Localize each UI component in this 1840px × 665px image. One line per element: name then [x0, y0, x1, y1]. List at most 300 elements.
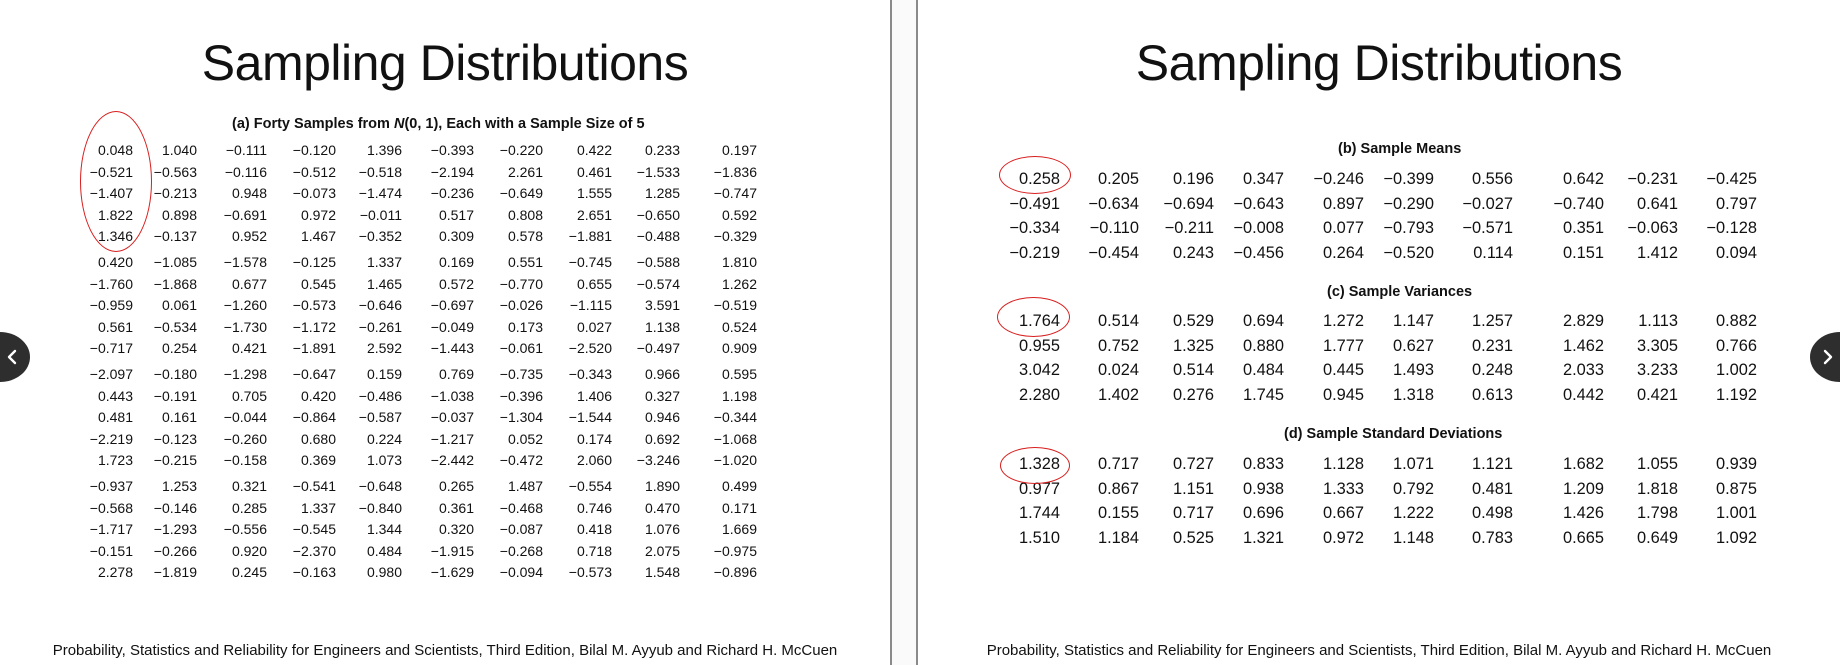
- table-cell: −0.554: [568, 477, 612, 494]
- table-cell: −0.268: [499, 542, 543, 559]
- table-cell: 1.328: [1018, 455, 1060, 473]
- table-cell: −0.454: [1088, 244, 1139, 263]
- table-cell: −0.425: [1706, 170, 1757, 188]
- table-cell: 2.261: [507, 163, 543, 180]
- table-cell: −1.407: [89, 185, 133, 202]
- table-row: [0, 431, 890, 453]
- table-cell: −0.896: [713, 564, 757, 581]
- table-cell: 0.792: [1392, 479, 1434, 498]
- highlight-circle: [1000, 447, 1070, 484]
- table-cell: −0.568: [89, 499, 133, 516]
- table-cell: −1.298: [223, 365, 267, 382]
- slide-footer: Probability, Statistics and Reliability for Engineers and Scientists, Third Edition, Bilal M. Ayyub and Richard H. McCuen: [986, 642, 1772, 659]
- table-cell: −0.329: [713, 228, 757, 245]
- table-cell: −0.137: [153, 228, 197, 245]
- table-cell: −0.396: [499, 387, 543, 404]
- table-cell: −0.521: [89, 163, 133, 180]
- table-cell: −0.563: [153, 163, 197, 180]
- table-cell: −0.180: [153, 365, 197, 382]
- table-cell: 1.402: [1097, 386, 1139, 405]
- table-cell: 1.209: [1562, 479, 1604, 498]
- table-cell: −1.068: [713, 430, 757, 447]
- table-cell: −0.541: [292, 477, 336, 494]
- table-cell: 0.174: [576, 430, 612, 447]
- table-cell: 1.272: [1322, 312, 1364, 330]
- table-cell: 0.420: [300, 387, 336, 404]
- table-cell: 1.128: [1322, 455, 1364, 473]
- table-cell: 1.151: [1172, 479, 1214, 498]
- table-cell: −0.747: [713, 185, 757, 202]
- table-cell: 0.875: [1715, 479, 1757, 498]
- table-cell: 0.421: [231, 340, 267, 357]
- table-cell: 1.396: [366, 142, 402, 158]
- table-cell: −0.472: [499, 452, 543, 469]
- table-cell: 0.939: [1715, 455, 1757, 473]
- table-cell: −0.937: [89, 477, 133, 494]
- table-cell: −0.573: [292, 297, 336, 314]
- table-cell: 1.002: [1715, 361, 1757, 380]
- table-cell: −1.836: [713, 163, 757, 180]
- table-cell: −0.650: [636, 206, 680, 223]
- table-cell: 3.233: [1636, 361, 1678, 380]
- table-cell: 1.744: [1018, 504, 1060, 523]
- table-cell: 1.333: [1322, 479, 1364, 498]
- table-row: [0, 297, 890, 319]
- table-cell: 0.955: [1018, 336, 1060, 355]
- table-cell: −0.643: [1233, 194, 1284, 213]
- table-row: [0, 478, 890, 500]
- table-cell: −0.649: [499, 185, 543, 202]
- table-cell: −0.261: [358, 318, 402, 335]
- table-cell: 0.655: [576, 275, 612, 292]
- std-devs-caption: (d) Sample Standard Deviations: [1284, 426, 1503, 442]
- table-cell: −0.545: [292, 521, 336, 538]
- table-cell: 1.321: [1242, 529, 1284, 548]
- table-cell: 0.898: [161, 206, 197, 223]
- table-cell: 1.745: [1242, 386, 1284, 405]
- table-cell: 0.909: [721, 340, 757, 357]
- table-caption: (a) Forty Samples from N(0, 1), Each with a Sample Size of 5: [232, 116, 645, 132]
- table-cell: −1.629: [430, 564, 474, 581]
- table-cell: −0.840: [358, 499, 402, 516]
- table-cell: −0.073: [292, 185, 336, 202]
- table-cell: 1.510: [1018, 529, 1060, 548]
- table-cell: 1.467: [300, 228, 336, 245]
- table-cell: 1.337: [300, 499, 336, 516]
- table-cell: −0.468: [499, 499, 543, 516]
- table-cell: −1.217: [430, 430, 474, 447]
- table-cell: 0.481: [97, 409, 133, 426]
- table-cell: −0.027: [1462, 194, 1513, 213]
- table-cell: −0.519: [713, 297, 757, 314]
- table-cell: −0.647: [292, 365, 336, 382]
- table-cell: 1.262: [721, 275, 757, 292]
- table-cell: 0.867: [1097, 479, 1139, 498]
- table-cell: −0.745: [568, 253, 612, 270]
- table-cell: 0.347: [1242, 170, 1284, 188]
- table-cell: −0.290: [1383, 194, 1434, 213]
- table-cell: 0.551: [507, 253, 543, 270]
- table-cell: −1.915: [430, 542, 474, 559]
- table-cell: −1.730: [223, 318, 267, 335]
- table-cell: −0.556: [223, 521, 267, 538]
- table-cell: 1.113: [1638, 312, 1678, 330]
- table-row: [0, 452, 890, 474]
- table-cell: −0.634: [1088, 194, 1139, 213]
- table-cell: 0.752: [1097, 336, 1139, 355]
- table-cell: 0.233: [644, 142, 680, 158]
- table-cell: 0.641: [1636, 194, 1678, 213]
- table-cell: 0.481: [1471, 479, 1513, 498]
- table-cell: 0.692: [644, 430, 680, 447]
- table-cell: 0.578: [507, 228, 543, 245]
- table-cell: 1.764: [1018, 312, 1060, 330]
- table-cell: 1.493: [1392, 361, 1434, 380]
- table-cell: 0.833: [1242, 455, 1284, 473]
- table-cell: 2.592: [366, 340, 402, 357]
- table-cell: −2.442: [430, 452, 474, 469]
- table-row: [0, 276, 890, 298]
- table-row: [918, 504, 1840, 529]
- table-cell: −0.037: [430, 409, 474, 426]
- table-row: [0, 388, 890, 410]
- table-cell: 0.880: [1242, 336, 1284, 355]
- table-cell: 0.151: [1562, 244, 1604, 263]
- table-cell: 1.798: [1636, 504, 1678, 523]
- table-cell: −0.534: [153, 318, 197, 335]
- highlight-circle: [999, 156, 1071, 194]
- table-cell: 0.077: [1322, 219, 1364, 238]
- table-cell: −0.146: [153, 499, 197, 516]
- table-row: [0, 254, 890, 276]
- table-cell: −1.881: [568, 228, 612, 245]
- table-cell: 1.465: [366, 275, 402, 292]
- table-cell: 1.001: [1715, 504, 1757, 523]
- table-cell: −0.486: [358, 387, 402, 404]
- table-cell: 0.264: [1322, 244, 1364, 263]
- slide-gutter: [892, 0, 916, 665]
- table-cell: 0.461: [576, 163, 612, 180]
- table-row: [0, 543, 890, 565]
- table-cell: −0.049: [430, 318, 474, 335]
- table-cell: −0.260: [223, 430, 267, 447]
- table-cell: 0.938: [1242, 479, 1284, 498]
- table-cell: 0.484: [1242, 361, 1284, 380]
- table-cell: −1.172: [292, 318, 336, 335]
- table-cell: −0.011: [359, 206, 402, 223]
- table-cell: 0.783: [1471, 529, 1513, 548]
- table-cell: 0.094: [1715, 244, 1757, 263]
- table-cell: 1.040: [161, 142, 197, 158]
- table-cell: 1.285: [644, 185, 680, 202]
- table-cell: 0.320: [438, 521, 474, 538]
- table-cell: −0.213: [153, 185, 197, 202]
- table-cell: 1.344: [366, 521, 402, 538]
- table-cell: −0.236: [430, 185, 474, 202]
- table-cell: 0.808: [507, 206, 543, 223]
- table-cell: 0.361: [438, 499, 474, 516]
- table-cell: 1.325: [1172, 336, 1214, 355]
- table-cell: 0.972: [1322, 529, 1364, 548]
- table-cell: −0.588: [636, 253, 680, 270]
- table-cell: 0.945: [1322, 386, 1364, 405]
- table-cell: −0.399: [1383, 170, 1434, 188]
- table-cell: 1.487: [507, 477, 543, 494]
- table-row: [918, 219, 1840, 244]
- table-row: [0, 500, 890, 522]
- table-cell: 0.276: [1172, 386, 1214, 405]
- table-row: [918, 244, 1840, 269]
- table-cell: 2.829: [1562, 312, 1604, 330]
- table-cell: 1.121: [1471, 455, 1513, 473]
- highlight-circle: [997, 297, 1070, 337]
- table-row: [918, 337, 1840, 362]
- table-cell: −2.520: [568, 340, 612, 357]
- table-cell: 0.718: [576, 542, 612, 559]
- table-cell: 0.048: [97, 142, 133, 158]
- table-cell: 0.677: [231, 275, 267, 292]
- table-cell: −0.648: [358, 477, 402, 494]
- table-cell: 0.169: [438, 253, 474, 270]
- table-cell: 1.076: [644, 521, 680, 538]
- table-cell: 0.665: [1562, 529, 1604, 548]
- table-cell: 0.680: [300, 430, 336, 447]
- table-cell: −0.518: [358, 163, 402, 180]
- table-cell: 0.746: [576, 499, 612, 516]
- table-cell: −0.491: [1009, 194, 1060, 213]
- table-cell: 0.882: [1715, 312, 1757, 330]
- table-row: [0, 366, 890, 388]
- table-cell: −0.793: [1383, 219, 1434, 238]
- table-cell: −1.891: [292, 340, 336, 357]
- table-cell: 1.138: [644, 318, 680, 335]
- table-cell: 1.222: [1392, 504, 1434, 523]
- table-cell: −0.343: [568, 365, 612, 382]
- table-cell: 1.822: [97, 206, 133, 223]
- table-cell: 0.498: [1471, 504, 1513, 523]
- table-cell: 0.254: [161, 340, 197, 357]
- table-cell: −0.128: [1706, 219, 1757, 238]
- table-cell: −0.246: [1313, 170, 1364, 188]
- table-cell: 1.073: [366, 452, 402, 469]
- table-cell: −0.697: [430, 297, 474, 314]
- table-cell: −0.026: [499, 297, 543, 314]
- table-cell: 0.197: [721, 142, 757, 158]
- table-cell: −0.352: [358, 228, 402, 245]
- table-cell: −0.266: [153, 542, 197, 559]
- table-cell: 0.155: [1097, 504, 1139, 523]
- table-cell: −0.110: [1089, 219, 1139, 238]
- table-cell: 0.572: [438, 275, 474, 292]
- chevron-right-icon: [1818, 348, 1836, 366]
- table-cell: 0.627: [1392, 336, 1434, 355]
- table-cell: 1.669: [721, 521, 757, 538]
- table-cell: −1.474: [358, 185, 402, 202]
- table-cell: 1.548: [644, 564, 680, 581]
- table-cell: 1.462: [1562, 336, 1604, 355]
- table-cell: 0.595: [721, 365, 757, 382]
- table-cell: 0.613: [1471, 386, 1513, 405]
- table-cell: 0.529: [1172, 312, 1214, 330]
- table-cell: −0.344: [713, 409, 757, 426]
- table-cell: −0.691: [223, 206, 267, 223]
- table-cell: 0.977: [1018, 479, 1060, 498]
- table-cell: −0.044: [223, 409, 267, 426]
- table-cell: 0.470: [644, 499, 680, 516]
- table-row: [918, 195, 1840, 220]
- table-cell: −0.717: [89, 340, 133, 357]
- table-cell: −1.578: [223, 253, 267, 270]
- table-cell: −0.740: [1553, 194, 1604, 213]
- table-cell: 0.556: [1471, 170, 1513, 188]
- table-cell: −1.260: [223, 297, 267, 314]
- table-cell: −0.191: [153, 387, 197, 404]
- table-row: [0, 340, 890, 362]
- table-cell: −0.151: [89, 542, 133, 559]
- table-cell: −0.334: [1009, 219, 1060, 238]
- table-cell: 0.245: [231, 564, 267, 581]
- table-cell: −0.512: [292, 163, 336, 180]
- table-cell: 0.972: [300, 206, 336, 223]
- table-cell: 0.420: [97, 253, 133, 270]
- table-cell: 1.810: [721, 253, 757, 270]
- table-cell: 1.257: [1471, 312, 1513, 330]
- table-cell: 1.148: [1392, 529, 1434, 548]
- table-cell: −0.520: [1383, 244, 1434, 263]
- table-cell: −0.959: [89, 297, 133, 314]
- table-cell: −0.063: [1627, 219, 1678, 238]
- table-row: [918, 529, 1840, 554]
- table-cell: −0.573: [568, 564, 612, 581]
- table-cell: 0.545: [300, 275, 336, 292]
- table-cell: −0.770: [499, 275, 543, 292]
- table-cell: −0.694: [1163, 194, 1214, 213]
- slide-title: Sampling Distributions: [201, 35, 689, 91]
- table-cell: 0.159: [366, 365, 402, 382]
- table-cell: 0.445: [1322, 361, 1364, 380]
- table-row: [918, 386, 1840, 411]
- table-cell: −1.293: [153, 521, 197, 538]
- table-cell: 0.027: [576, 318, 612, 335]
- table-cell: 1.071: [1392, 455, 1434, 473]
- table-cell: −2.219: [89, 430, 133, 447]
- table-cell: 2.651: [576, 206, 612, 223]
- table-cell: 0.952: [231, 228, 267, 245]
- table-cell: 0.694: [1242, 312, 1284, 330]
- table-cell: 0.309: [438, 228, 474, 245]
- table-cell: 0.161: [161, 409, 197, 426]
- table-cell: −0.061: [499, 340, 543, 357]
- table-cell: 2.075: [644, 542, 680, 559]
- table-row: [918, 361, 1840, 386]
- table-cell: 1.184: [1097, 529, 1139, 548]
- table-cell: 0.248: [1471, 361, 1513, 380]
- table-cell: 0.592: [721, 206, 757, 223]
- table-cell: 3.042: [1018, 361, 1060, 380]
- table-cell: −0.123: [153, 430, 197, 447]
- table-cell: 0.422: [576, 142, 612, 158]
- table-cell: −0.587: [358, 409, 402, 426]
- table-cell: 2.033: [1562, 361, 1604, 380]
- highlight-circle: [80, 111, 152, 252]
- table-cell: 3.591: [644, 297, 680, 314]
- table-cell: 0.171: [721, 499, 757, 516]
- table-cell: 0.561: [97, 318, 133, 335]
- table-cell: −0.571: [1462, 219, 1513, 238]
- table-cell: 0.442: [1562, 386, 1604, 405]
- table-cell: −0.497: [636, 340, 680, 357]
- table-cell: −0.220: [499, 142, 543, 158]
- table-cell: −1.533: [636, 163, 680, 180]
- table-cell: 0.499: [721, 477, 757, 494]
- table-cell: −0.215: [153, 452, 197, 469]
- table-cell: −0.456: [1233, 244, 1284, 263]
- table-cell: 1.318: [1392, 386, 1434, 405]
- table-cell: −0.864: [292, 409, 336, 426]
- table-cell: −0.158: [223, 452, 267, 469]
- table-cell: 0.766: [1715, 336, 1757, 355]
- table-cell: 0.173: [507, 318, 543, 335]
- table-cell: −1.868: [153, 275, 197, 292]
- table-cell: 0.024: [1097, 361, 1139, 380]
- table-cell: 0.418: [576, 521, 612, 538]
- table-cell: 0.421: [1636, 386, 1678, 405]
- table-row: [0, 319, 890, 341]
- table-cell: 0.705: [231, 387, 267, 404]
- table-cell: 1.555: [576, 185, 612, 202]
- table-cell: 0.114: [1473, 244, 1513, 263]
- table-cell: 0.946: [644, 409, 680, 426]
- table-cell: −1.085: [153, 253, 197, 270]
- table-cell: −0.231: [1627, 170, 1678, 188]
- table-cell: −0.574: [636, 275, 680, 292]
- table-cell: 1.723: [97, 452, 133, 469]
- table-cell: 0.696: [1242, 504, 1284, 523]
- table-cell: 1.337: [366, 253, 402, 270]
- table-cell: 0.351: [1562, 219, 1604, 238]
- table-cell: −0.008: [1233, 219, 1284, 238]
- table-cell: −0.116: [224, 163, 267, 180]
- table-cell: 1.426: [1562, 504, 1604, 523]
- table-cell: 1.777: [1322, 336, 1364, 355]
- table-cell: −2.194: [430, 163, 474, 180]
- table-cell: −0.646: [358, 297, 402, 314]
- table-cell: 1.253: [161, 477, 197, 494]
- table-row: [918, 480, 1840, 505]
- table-cell: −2.370: [292, 542, 336, 559]
- table-cell: −0.125: [292, 253, 336, 270]
- slide-left: [0, 0, 890, 665]
- chevron-left-icon: [4, 348, 22, 366]
- table-cell: 0.514: [1097, 312, 1139, 330]
- table-cell: 1.890: [644, 477, 680, 494]
- table-cell: −1.020: [713, 452, 757, 469]
- table-cell: 0.717: [1097, 455, 1139, 473]
- table-cell: −1.443: [430, 340, 474, 357]
- table-row: [0, 521, 890, 543]
- table-cell: 0.897: [1322, 194, 1364, 213]
- table-cell: −1.717: [89, 521, 133, 538]
- table-cell: 0.797: [1715, 194, 1757, 213]
- table-cell: 0.285: [231, 499, 267, 516]
- table-cell: 0.265: [438, 477, 474, 494]
- table-cell: −0.975: [713, 542, 757, 559]
- table-cell: 0.321: [231, 477, 267, 494]
- variances-caption: (c) Sample Variances: [1327, 284, 1473, 300]
- table-cell: 0.205: [1097, 170, 1139, 188]
- table-cell: −0.094: [499, 564, 543, 581]
- table-cell: 1.055: [1636, 455, 1678, 473]
